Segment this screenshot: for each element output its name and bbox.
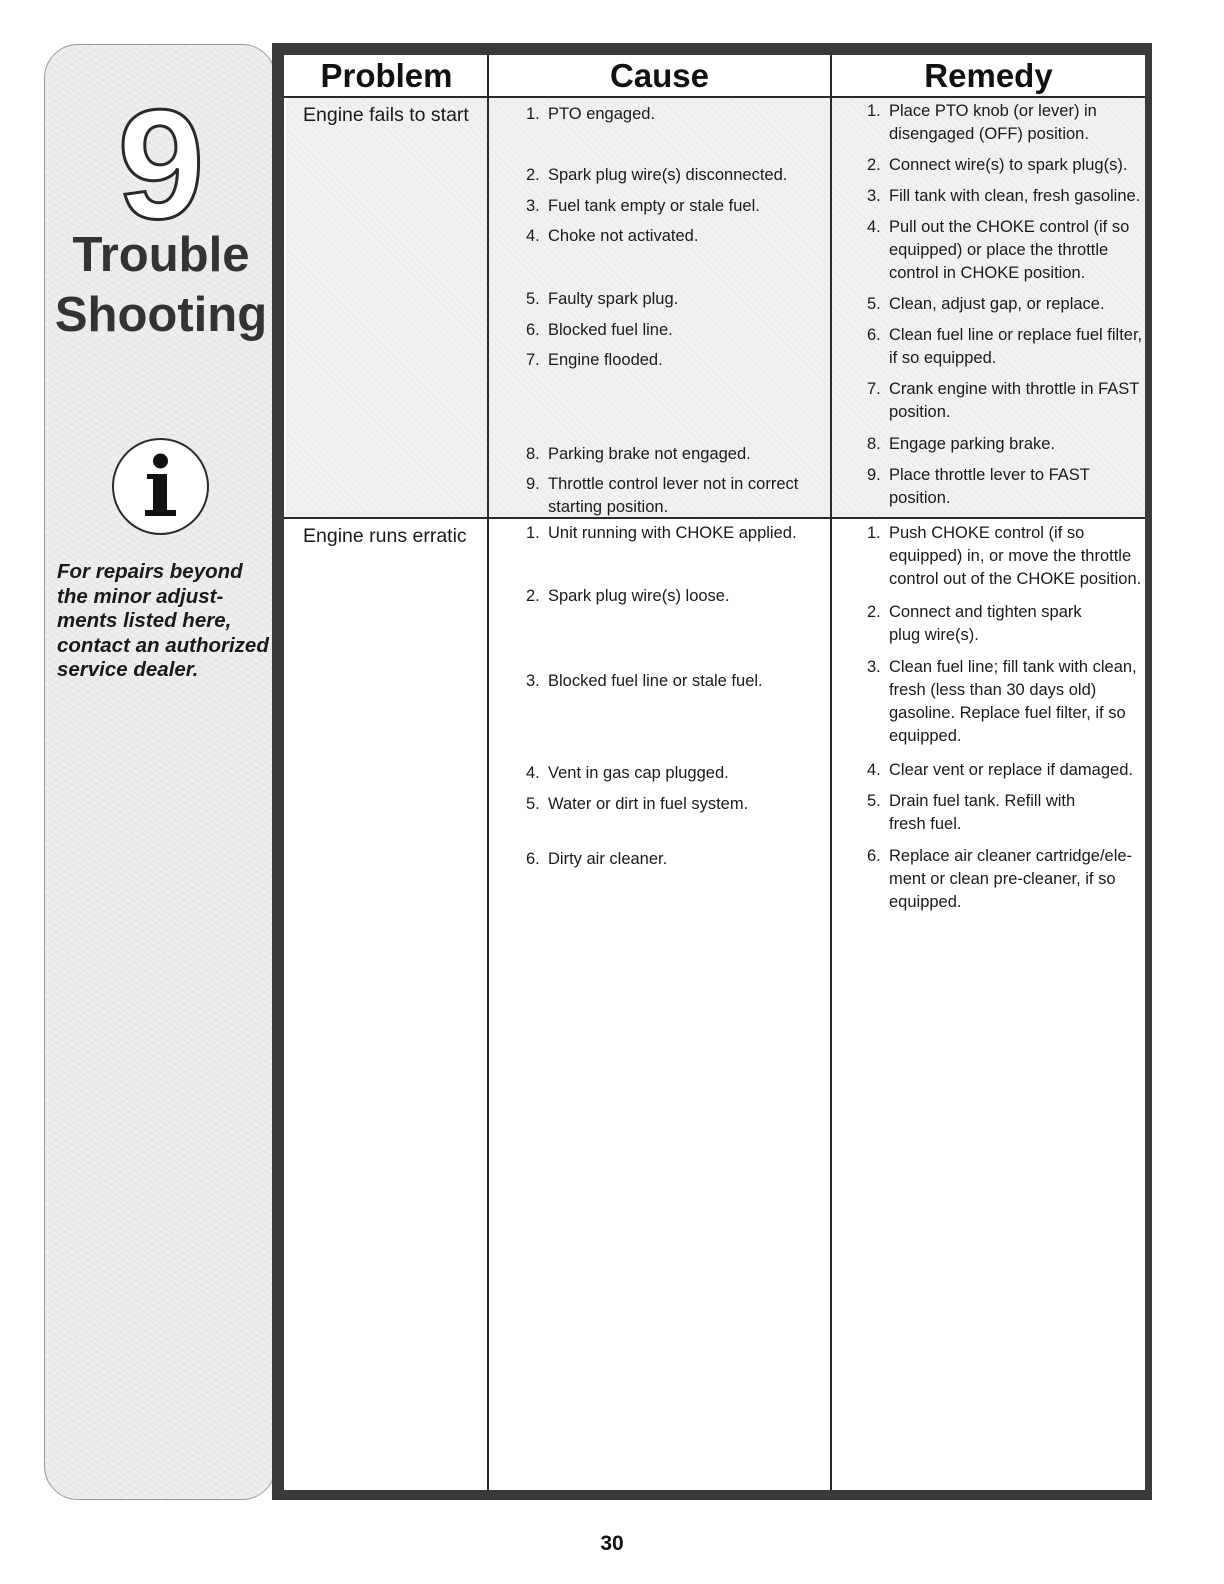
cause-item (526, 762, 822, 785)
cause-item (526, 195, 822, 218)
remedy-item (867, 601, 1143, 647)
cause-item (526, 522, 822, 545)
item-text: gasoline. Replace fuel filter, if so (889, 704, 1126, 722)
item-number: 3. (526, 672, 540, 690)
cause-item (526, 288, 822, 311)
remedy-item (867, 656, 1143, 748)
item-number: 9. (867, 466, 881, 484)
item-number: 5. (867, 792, 881, 810)
item-text: position. (889, 489, 951, 507)
chapter-number: 9 (117, 78, 205, 252)
item-text: equipped. (889, 727, 962, 745)
item-number: 6. (526, 321, 540, 339)
column-divider (830, 55, 832, 1490)
item-text: Place throttle lever to FAST (889, 466, 1090, 484)
item-text: disengaged (OFF) position. (889, 125, 1089, 143)
cause-item (526, 670, 822, 693)
item-text: Clean fuel line or replace fuel filter, (889, 326, 1143, 344)
page-number: 30 (600, 1532, 624, 1555)
item-text: Engine flooded. (548, 351, 663, 369)
item-number: 8. (526, 445, 540, 463)
item-number: 4. (526, 764, 540, 782)
column-header-remedy: Remedy (924, 57, 1053, 94)
item-number: 6. (526, 850, 540, 868)
item-text: Pull out the CHOKE control (if so (889, 218, 1130, 236)
chapter-title (45, 225, 277, 345)
problem-cell: Engine fails to start (303, 104, 469, 126)
item-text: Parking brake not engaged. (548, 445, 751, 463)
item-text: ment or clean pre-cleaner, if so (889, 870, 1116, 888)
item-number: 2. (867, 156, 881, 174)
column-header-problem: Problem (320, 57, 453, 94)
item-text: control in CHOKE position. (889, 264, 1086, 282)
remedy-item (867, 216, 1143, 285)
remedy-item (867, 759, 1143, 782)
item-text: starting position. (548, 498, 669, 516)
item-text: Connect and tighten spark (889, 603, 1082, 621)
cause-item (526, 349, 822, 372)
item-text: Clean, adjust gap, or replace. (889, 295, 1105, 313)
remedy-item (867, 154, 1143, 177)
item-text: Spark plug wire(s) loose. (548, 587, 730, 605)
chapter-sidebar (44, 44, 276, 1500)
cause-item (526, 319, 822, 342)
cause-item (526, 443, 822, 466)
remedy-item (867, 790, 1143, 836)
item-text: Crank engine with throttle in FAST (889, 380, 1140, 398)
item-number: 3. (526, 197, 540, 215)
column-divider (487, 55, 489, 1490)
item-text: position. (889, 403, 951, 421)
remedy-item (867, 185, 1143, 208)
item-number: 1. (867, 524, 881, 542)
remedy-item (867, 522, 1143, 591)
cause-item (526, 585, 822, 608)
item-text: Throttle control lever not in correct (548, 475, 799, 493)
item-number: 7. (867, 380, 881, 398)
remedy-item (867, 324, 1143, 370)
item-number: 4. (867, 761, 881, 779)
chapter-title-line: Shooting (54, 288, 268, 342)
sidebar-note-line: the minor adjust- (57, 584, 224, 608)
item-text: Faulty spark plug. (548, 290, 679, 308)
item-text: Choke not activated. (548, 227, 699, 245)
item-text: Fuel tank empty or stale fuel. (548, 197, 760, 215)
info-icon (112, 438, 209, 535)
item-number: 1. (526, 524, 540, 542)
remedy-item (867, 464, 1143, 510)
item-text: Dirty air cleaner. (548, 850, 668, 868)
item-number: 3. (867, 658, 881, 676)
item-text: Vent in gas cap plugged. (548, 764, 729, 782)
header-divider (284, 96, 1145, 98)
cause-item (526, 848, 822, 871)
item-text: equipped) in, or move the throttle (889, 547, 1132, 565)
cause-item (526, 103, 822, 126)
item-text: Push CHOKE control (if so (889, 524, 1085, 542)
item-number: 2. (867, 603, 881, 621)
item-text: fresh (less than 30 days old) (889, 681, 1097, 699)
cause-item (526, 225, 822, 248)
item-text: Blocked fuel line or stale fuel. (548, 672, 763, 690)
item-text: fresh fuel. (889, 815, 962, 833)
item-number: 1. (867, 102, 881, 120)
sidebar-note-line: contact an authorized (57, 633, 269, 657)
item-text: control out of the CHOKE position. (889, 570, 1142, 588)
problem-cell: Engine runs erratic (303, 525, 467, 547)
remedy-item (867, 100, 1143, 146)
sidebar-note-line: For repairs beyond (57, 560, 243, 583)
item-number: 3. (867, 187, 881, 205)
item-text: Engage parking brake. (889, 435, 1056, 453)
item-text: Blocked fuel line. (548, 321, 673, 339)
cause-item (526, 473, 822, 519)
chapter-title-line: Trouble (72, 228, 250, 282)
item-text: if so equipped. (889, 349, 997, 367)
item-text: Clear vent or replace if damaged. (889, 761, 1133, 779)
cause-item (526, 793, 822, 816)
item-number: 4. (526, 227, 540, 245)
item-number: 6. (867, 326, 881, 344)
item-number: 5. (526, 795, 540, 813)
info-icon-glyph (114, 440, 207, 533)
item-text: equipped) or place the throttle (889, 241, 1109, 259)
item-text: Clean fuel line; fill tank with clean, (889, 658, 1137, 676)
sidebar-note-line: ments listed here, (57, 609, 232, 632)
column-header-cause: Cause (609, 57, 710, 94)
item-number: 1. (526, 105, 540, 123)
sidebar-note-line: service dealer. (57, 658, 199, 681)
remedy-item (867, 845, 1143, 914)
item-text: plug wire(s). (889, 626, 979, 644)
item-text: Connect wire(s) to spark plug(s). (889, 156, 1128, 174)
remedy-item (867, 433, 1143, 456)
item-number: 8. (867, 435, 881, 453)
remedy-item (867, 293, 1143, 316)
sidebar-note (57, 560, 273, 683)
item-text: equipped. (889, 893, 962, 911)
remedy-item (867, 378, 1143, 424)
item-number: 7. (526, 351, 540, 369)
item-number: 5. (526, 290, 540, 308)
item-text: Water or dirt in fuel system. (548, 795, 749, 813)
item-text: PTO engaged. (548, 105, 656, 123)
item-number: 9. (526, 475, 540, 493)
item-number: 2. (526, 587, 540, 605)
item-number: 5. (867, 295, 881, 313)
item-number: 4. (867, 218, 881, 236)
item-text: Spark plug wire(s) disconnected. (548, 166, 788, 184)
item-text: Place PTO knob (or lever) in (889, 102, 1097, 120)
item-text: Fill tank with clean, fresh gasoline. (889, 187, 1141, 205)
item-number: 6. (867, 847, 881, 865)
item-number: 2. (526, 166, 540, 184)
cause-item (526, 164, 822, 187)
item-text: Replace air cleaner cartridge/ele- (889, 847, 1133, 865)
item-text: Drain fuel tank. Refill with (889, 792, 1076, 810)
item-text: Unit running with CHOKE applied. (548, 524, 797, 542)
